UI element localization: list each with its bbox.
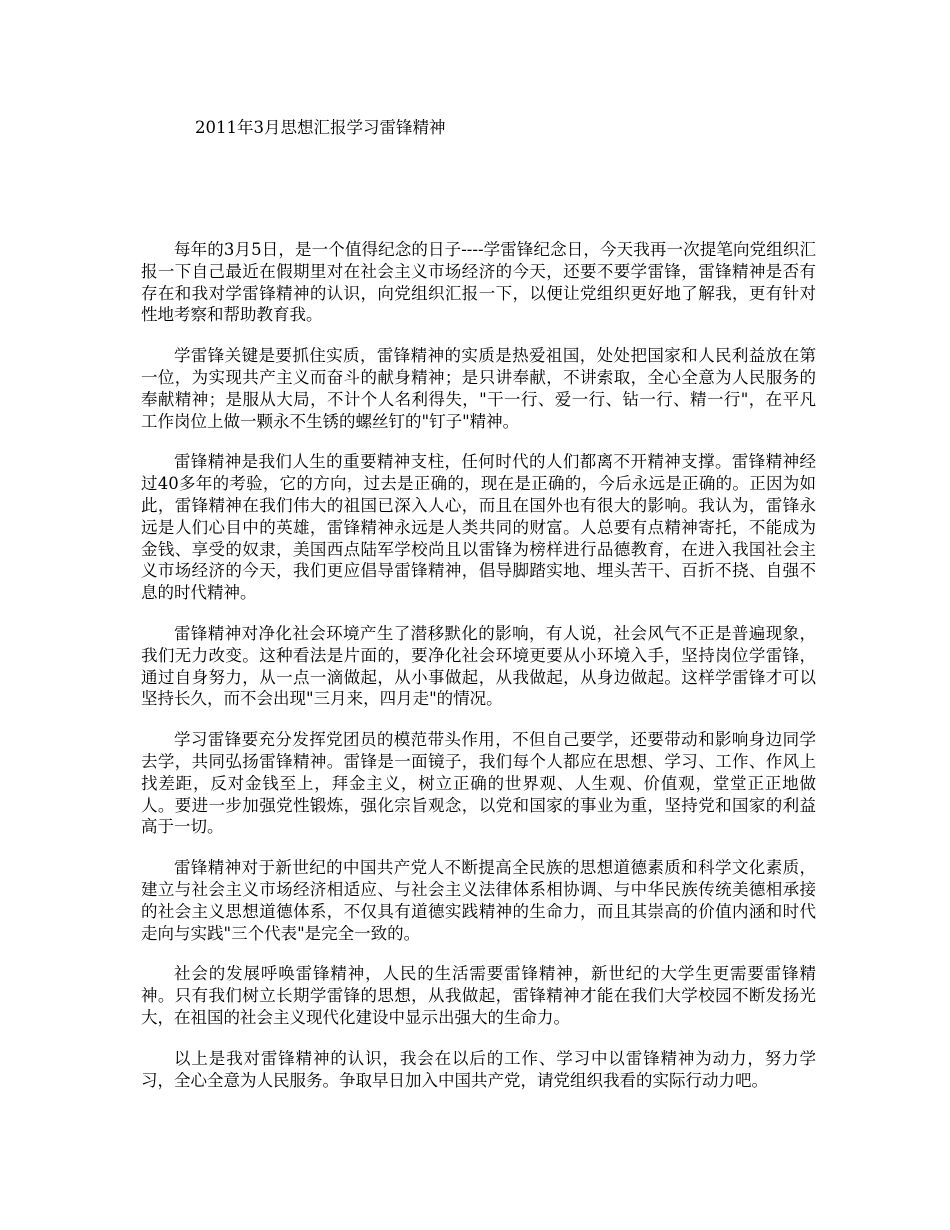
paragraph-2: 学雷锋关键是要抓住实质，雷锋精神的实质是热爱祖国，处处把国家和人民利益放在第一位，为实现共产主义而奋斗的献身精神；是只讲奉献，不讲索取，全心全意为人民服务的奉献精神；是服从大局，不计个人名利得失，"干一行、爱一行、钻一行、精一行"，在平凡工作岗位上做一颗永不生锈的螺丝钉的"钉子"精神。 — [141, 346, 816, 431]
document-body — [141, 239, 816, 1110]
paragraph-8: 以上是我对雷锋精神的认识，我会在以后的工作、学习中以雷锋精神为动力，努力学习，全心全意为人民服务。争取早日加入中国共产党，请党组织我看的实际行动力吧。 — [141, 1048, 816, 1090]
paragraph-5: 学习雷锋要充分发挥党团员的模范带头作用，不但自己要学，还要带动和影响身边同学去学，共同弘扬雷锋精神。雷锋是一面镜子，我们每个人都应在思想、学习、工作、作风上找差距，反对金钱至上，拜金主义，树立正确的世界观、人生观、价值观，堂堂正正地做人。要进一步加强党性锻炼，强化宗旨观念，以党和国家的事业为重，坚持党和国家的利益高于一切。 — [141, 730, 816, 837]
document-title: 2011年3月思想汇报学习雷锋精神 — [195, 118, 446, 137]
paragraph-6: 雷锋精神对于新世纪的中国共产党人不断提高全民族的思想道德素质和科学文化素质，建立与社会主义市场经济相适应、与社会主义法律体系相协调、与中华民族传统美德相承接的社会主义思想道德体系，不仅具有道德实践精神的生命力，而且其崇高的价值内涵和时代走向与实践"三个代表"是完全一致的。 — [141, 858, 816, 943]
paragraph-3: 雷锋精神是我们人生的重要精神支柱，任何时代的人们都离不开精神支撑。雷锋精神经过40多年的考验，它的方向，过去是正确的，现在是正确的，今后永远是正确的。正因为如此，雷锋精神在我们伟大的祖国已深入人心，而且在国外也有很大的影响。我认为，雷锋永远是人们心目中的英雄，雷锋精神永远是人类共同的财富。人总要有点精神寄托，不能成为金钱、享受的奴隶，美国西点陆军学校尚且以雷锋为榜样进行品德教育，在进入我国社会主义市场经济的今天，我们更应倡导雷锋精神，倡导脚踏实地、埋头苦干、百折不挠、自强不息的时代精神。 — [141, 452, 816, 603]
paragraph-7: 社会的发展呼唤雷锋精神，人民的生活需要雷锋精神，新世纪的大学生更需要雷锋精神。只有我们树立长期学雷锋的思想，从我做起，雷锋精神才能在我们大学校园不断发扬光大，在祖国的社会主义现代化建设中显示出强大的生命力。 — [141, 964, 816, 1027]
paragraph-1: 每年的3月5日，是一个值得纪念的日子----学雷锋纪念日，今天我再一次提笔向党组织汇报一下自己最近在假期里对在社会主义市场经济的今天，还要不要学雷锋，雷锋精神是否有存在和我对学雷锋精神的认识，向党组织汇报一下，以便让党组织更好地了解我，更有针对性地考察和帮助教育我。 — [141, 240, 816, 325]
paragraph-4: 雷锋精神对净化社会环境产生了潜移默化的影响，有人说，社会风气不正是普遍现象，我们无力改变。这种看法是片面的，要净化社会环境更要从小环境入手，坚持岗位学雷锋，通过自身努力，从一点一滴做起，从小事做起，从我做起，从身边做起。这样学雷锋才可以坚持长久，而不会出现"三月来，四月走"的情况。 — [141, 623, 816, 709]
